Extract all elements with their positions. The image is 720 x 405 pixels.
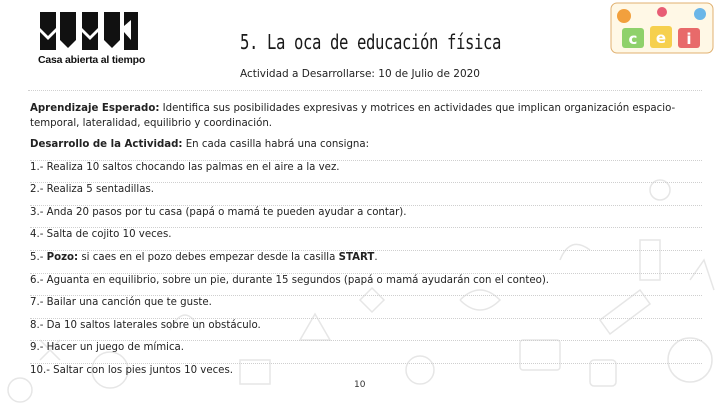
pozo-prefix: 5.- [30, 251, 47, 263]
list-item: 10.- Saltar con los pies juntos 10 veces. [30, 364, 233, 376]
list-item: 9.- Hacer un juego de mímica. [30, 341, 702, 364]
page-number: 10 [354, 380, 366, 390]
cei-badge-icon [610, 2, 714, 54]
list-item: 6.- Aguanta en equilibrio, sobre un pie, durante 15 segundos (papá o mamá ayudarán con el conteo). [30, 274, 702, 297]
pozo-label: Pozo: [46, 251, 79, 263]
list-item: 2.- Realiza 5 sentadillas. [30, 183, 702, 206]
learning-outcome-text: Identifica sus posibilidades expresivas y motrices en actividades que implican organización espacio-temporal, lateralidad, equilibrio y coordinación. [30, 103, 676, 129]
learning-outcome-label: Aprendizaje Esperado: [30, 103, 160, 114]
list-item-pozo [30, 251, 702, 274]
badge-letter-i: i [686, 30, 692, 48]
list-item: 1.- Realiza 10 saltos chocando las palmas en el aire a la vez. [30, 161, 702, 184]
logo-tagline: Casa abierta al tiempo [38, 54, 146, 66]
list-item: 7.- Bailar una canción que te guste. [30, 296, 702, 319]
badge-letter-e: e [655, 29, 667, 47]
list-item: 8.- Da 10 saltos laterales sobre un obstáculo. [30, 319, 702, 342]
pozo-text: si caes en el pozo debes empezar desde la casilla [78, 251, 339, 263]
badge-letter-c: c [628, 30, 638, 48]
development-text: En cada casilla habrá una consigna: [182, 139, 370, 150]
content-body [30, 102, 702, 387]
learning-outcome [30, 102, 702, 138]
pozo-suffix: . [374, 251, 378, 263]
pozo-start: START [338, 251, 375, 263]
list-item: 3.- Anda 20 pasos por tu casa (papá o mamá te pueden ayudar a contar). [30, 206, 702, 229]
development-label: Desarrollo de la Actividad: [30, 139, 183, 150]
list-item: 4.- Salta de cojito 10 veces. [30, 228, 702, 251]
header-divider [28, 90, 702, 91]
activity-date: Actividad a Desarrollarse: 10 de Julio de 2020 [240, 68, 480, 80]
development-line [30, 138, 702, 161]
page-title: 5. La oca de educación física [240, 30, 502, 54]
